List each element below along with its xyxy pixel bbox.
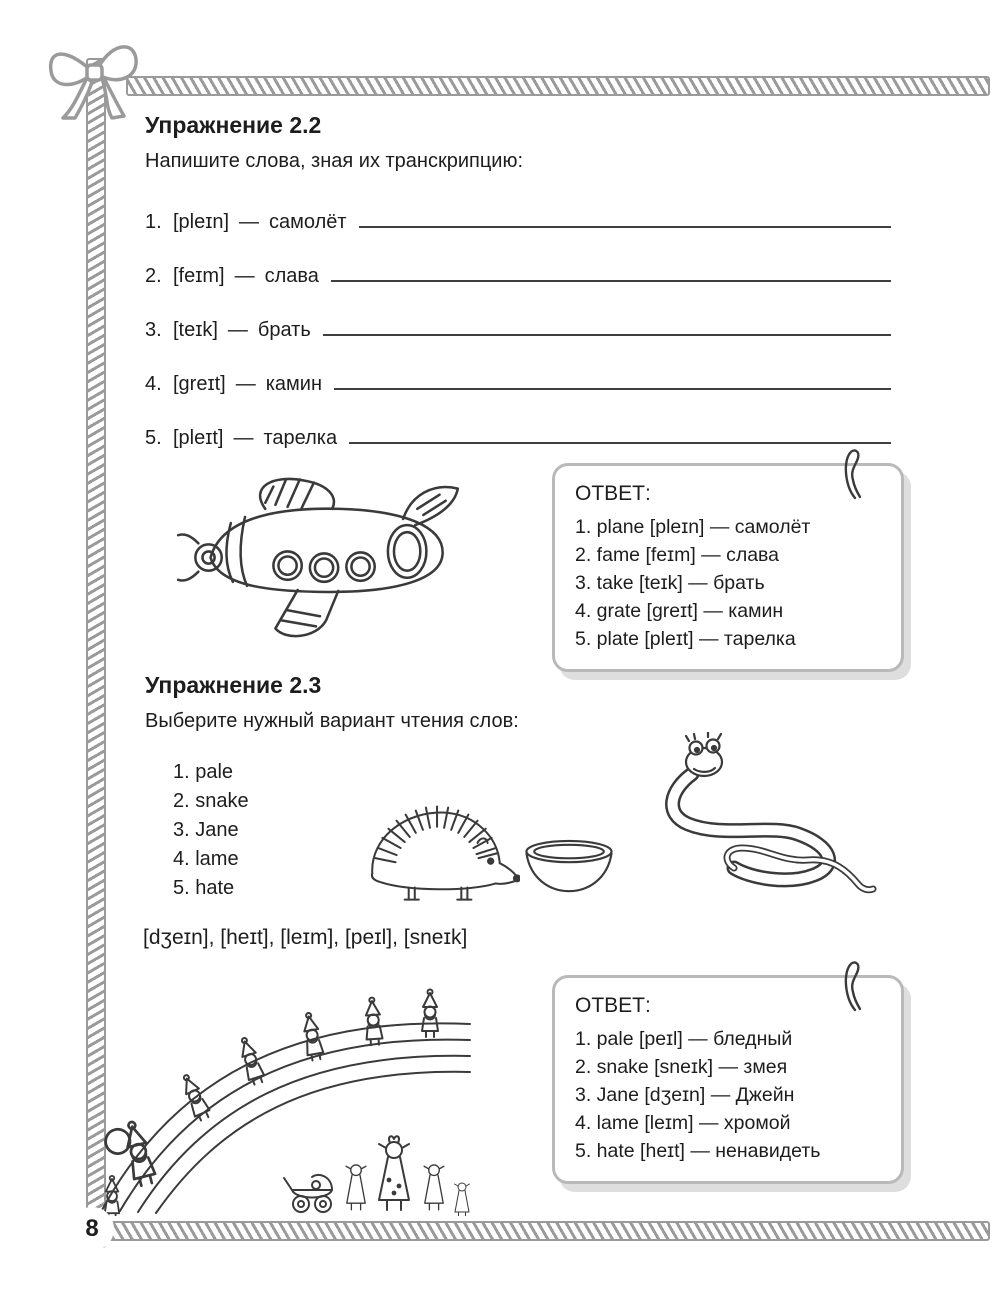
exercise-2-3-options [173,758,249,903]
option-item: 4. lame [173,848,239,870]
exercise-2-2-instruction: Напишите слова, зная их транскрипцию: [145,150,524,172]
item-number: 4. [145,373,162,395]
item-transcription: [teɪk] [173,319,218,341]
answer-line: 1. plane [pleɪn] — самолёт [575,516,811,538]
answer-line: 4. grate [ɡreɪt] — камин [575,600,784,622]
item-word: камин [265,373,322,395]
rope-border-bottom [104,1221,990,1241]
exercise-2-3-title: Упражнение 2.3 [145,672,322,698]
item-number: 3. [145,319,162,341]
answer-line: 2. snake [sneɪk] — змея [575,1056,788,1078]
item-dash: — [233,427,254,449]
answer-line: 5. hate [heɪt] — ненавидеть [575,1140,821,1162]
item-dash: — [227,319,248,341]
answer-line: 2. fame [feɪm] — слава [575,544,780,566]
answer-box-2-2 [552,463,904,672]
exercise-2-2-title: Упражнение 2.2 [145,112,322,138]
gnomes-rainbow-illustration [94,958,476,1216]
bow-ribbon-icon [42,24,150,124]
page-number: 8 [70,1207,114,1251]
pin-doodle-icon [841,960,865,1012]
bowl-illustration [520,838,618,896]
answer-label: ОТВЕТ: [575,994,651,1017]
answer-line: 3. Jane [dʒeɪn] — Джейн [575,1084,795,1106]
pin-doodle-icon [841,448,865,500]
item-number: 2. [145,265,162,287]
answer-line: 1. pale [peɪl] — бледный [575,1028,793,1050]
item-number: 5. [145,427,162,449]
exercise-item [145,204,891,231]
item-transcription: [pleɪn] [173,211,230,233]
option-item: 1. pale [173,761,234,783]
hedgehog-illustration [348,788,520,902]
snake-illustration [642,732,878,910]
item-word: тарелка [263,427,338,449]
airplane-illustration [168,468,472,646]
rope-border-top [126,76,990,96]
item-transcription: [pleɪt] [173,427,224,449]
option-item: 3. Jane [173,819,239,841]
write-in-line [323,312,891,336]
item-transcription: [ɡreɪt] [173,373,226,395]
item-dash: — [235,373,256,395]
exercise-item [145,258,891,285]
item-transcription: [feɪm] [173,265,225,287]
item-word: слава [264,265,319,287]
exercise-item [145,366,891,393]
answer-line: 5. plate [pleɪt] — тарелка [575,628,796,650]
write-in-line [349,420,891,444]
answer-line: 4. lame [leɪm] — хромой [575,1112,791,1134]
write-in-line [334,366,891,390]
item-number: 1. [145,211,162,233]
answer-label: ОТВЕТ: [575,482,651,505]
write-in-line [359,204,891,228]
exercise-2-2-items [145,204,891,474]
item-dash: — [234,265,255,287]
exercise-2-3-instruction: Выберите нужный вариант чтения слов: [145,710,519,732]
item-dash: — [239,211,260,233]
exercise-item [145,420,891,447]
item-word: самолёт [269,211,347,233]
option-item: 5. hate [173,877,235,899]
write-in-line [331,258,891,282]
answer-line: 3. take [teɪk] — брать [575,572,765,594]
option-item: 2. snake [173,790,249,812]
answer-box-2-3 [552,975,904,1184]
item-word: брать [257,319,311,341]
exercise-item [145,312,891,339]
transcription-options: [dʒeɪn], [heɪt], [leɪm], [peɪl], [sneɪk] [143,926,468,949]
